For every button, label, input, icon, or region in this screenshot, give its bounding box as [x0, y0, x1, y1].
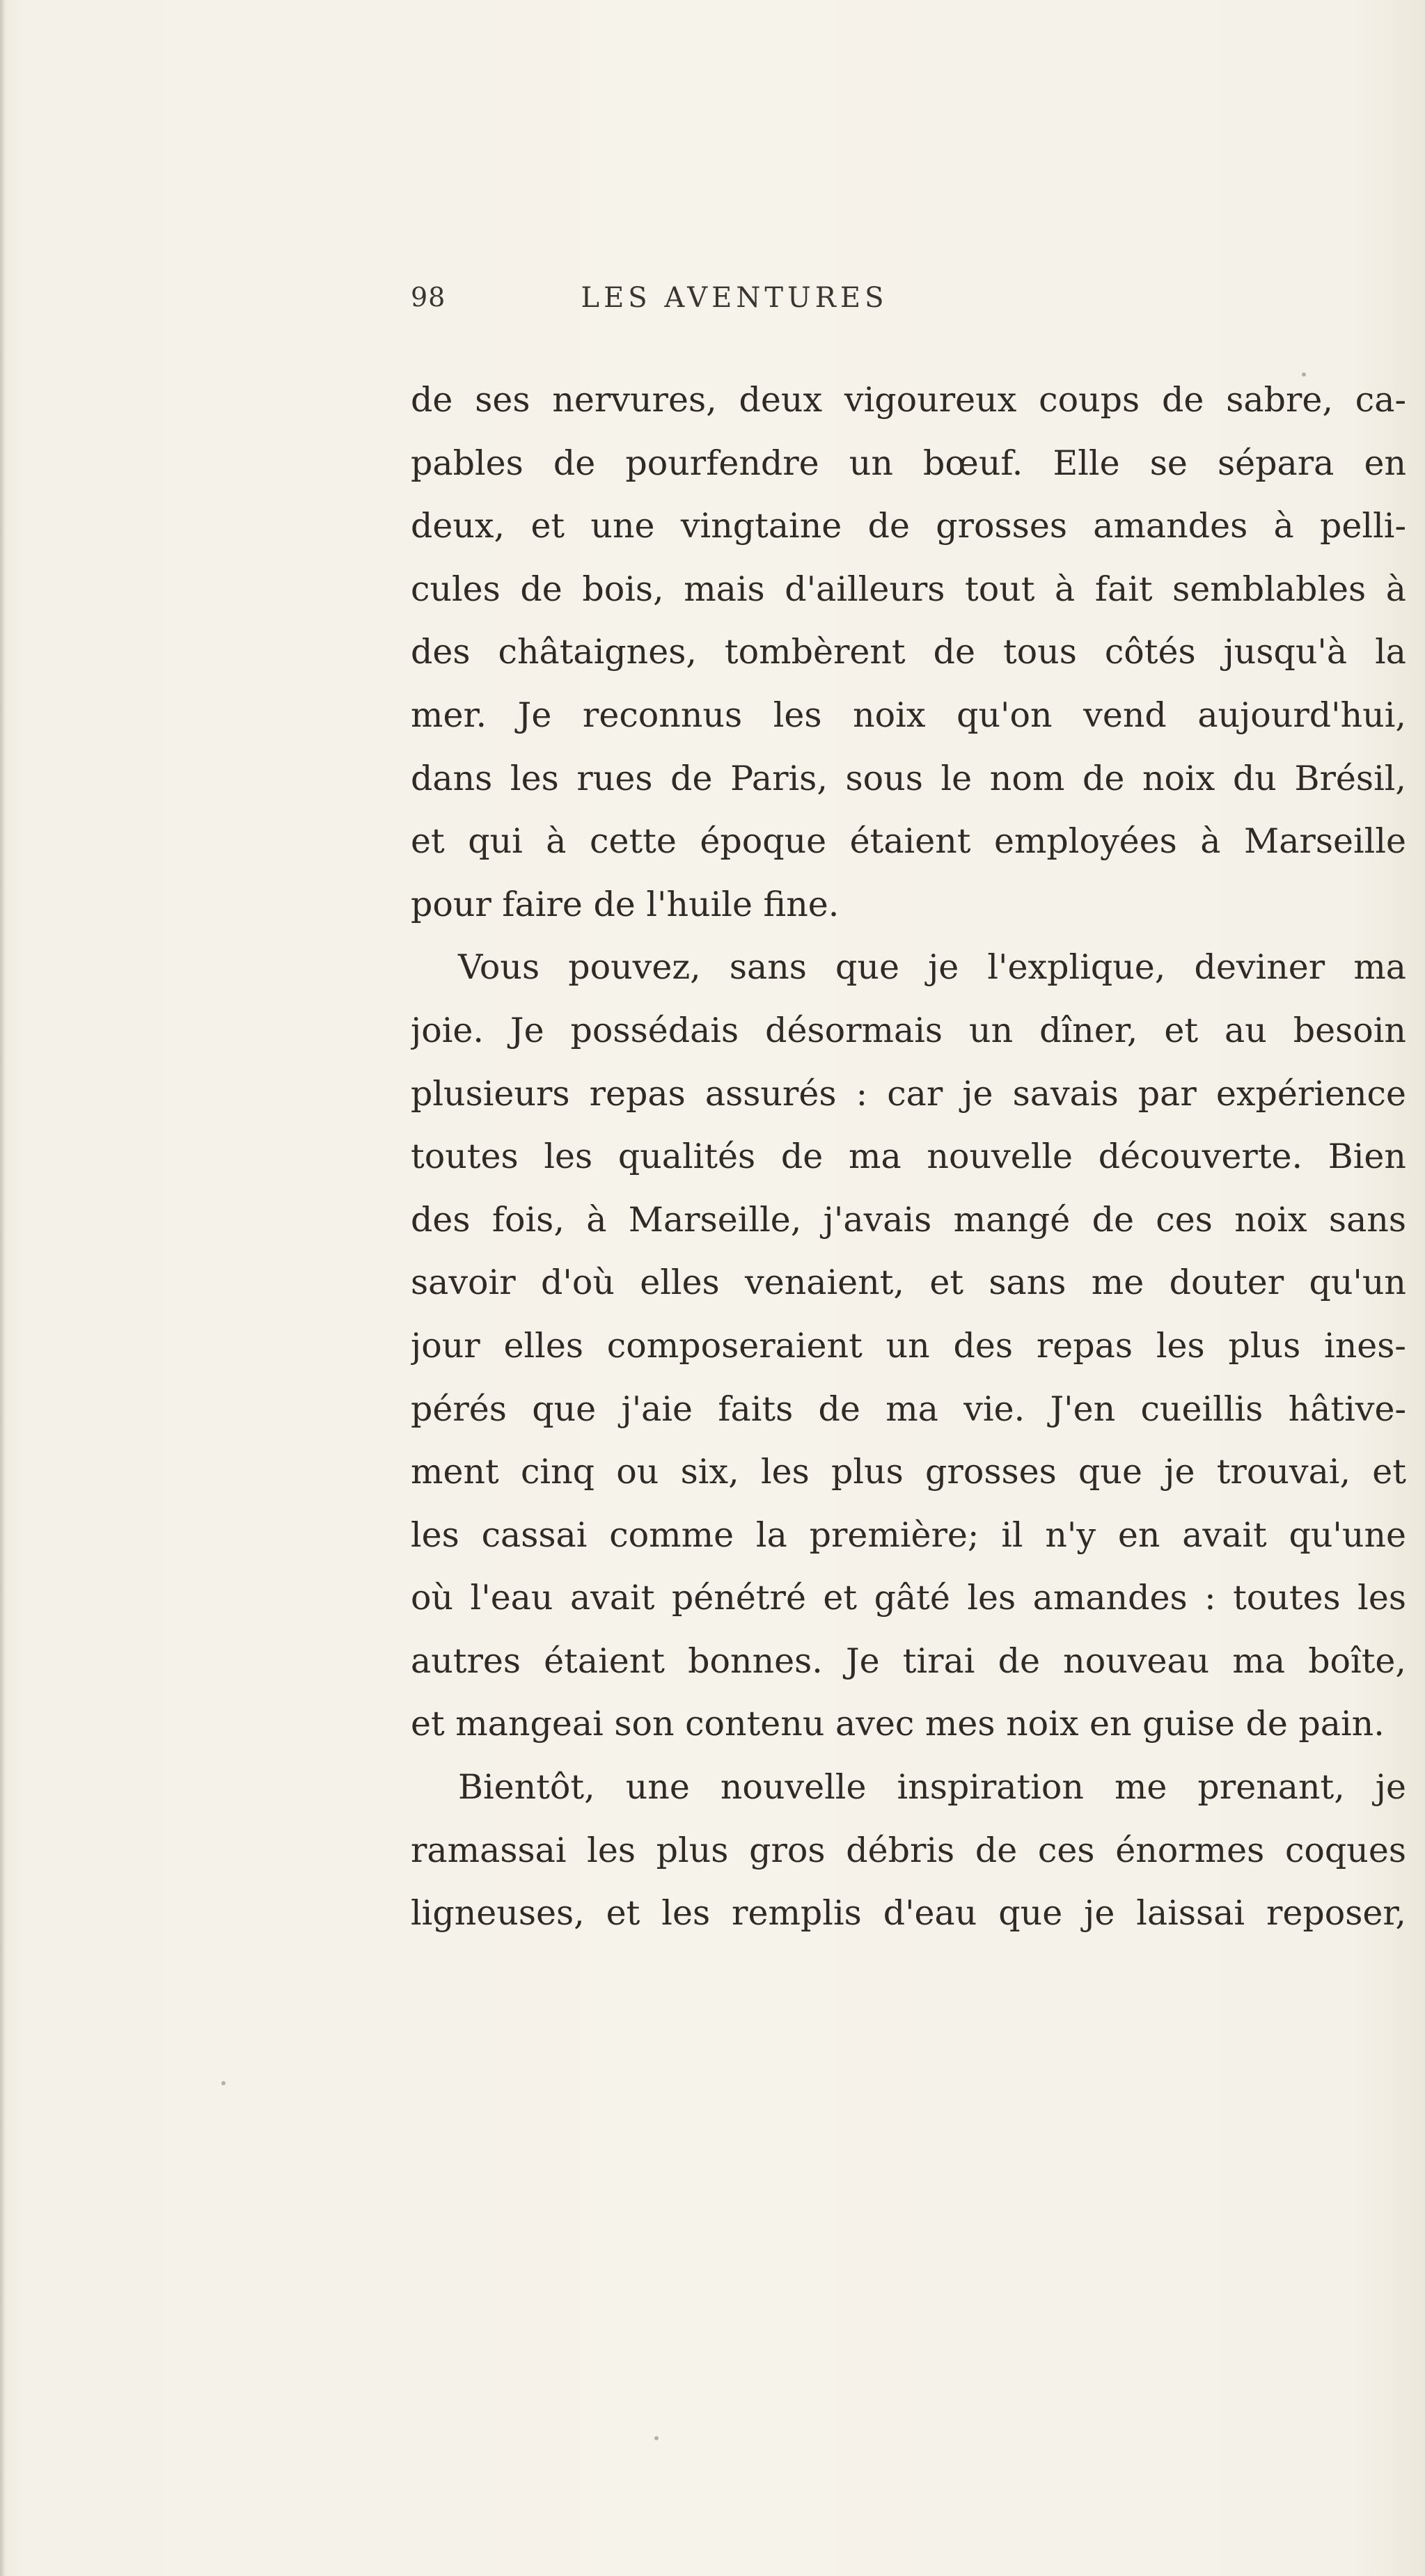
body-text	[411, 369, 1406, 1945]
page-number: 98	[411, 282, 446, 313]
text-line: et mangeai son contenu avec mes noix en guise de pain.	[411, 1704, 1385, 1744]
text-line: Bientôt, une nouvelle inspiration me prenant, je	[458, 1767, 1406, 1808]
text-line: ment cinq ou six, les plus grosses que je trouvai, et	[411, 1452, 1406, 1492]
text-line: plusieurs repas assurés : car je savais par expérience	[411, 1073, 1406, 1114]
text-line: Vous pouvez, sans que je l'explique, deviner ma	[458, 947, 1406, 988]
page-edge-shadow	[0, 0, 6, 2576]
text-line: ligneuses, et les remplis d'eau que je laissai reposer,	[411, 1893, 1406, 1934]
text-line: jour elles composeraient un des repas les plus ines-	[411, 1325, 1406, 1366]
text-line: dans les rues de Paris, sous le nom de noix du Brésil,	[411, 758, 1406, 798]
text-line: où l'eau avait pénétré et gâté les amandes : toutes les	[411, 1578, 1406, 1618]
text-line: autres étaient bonnes. Je tirai de nouveau ma boîte,	[411, 1641, 1406, 1681]
paper-speck	[1302, 372, 1306, 377]
text-line: joie. Je possédais désormais un dîner, et au besoin	[411, 1010, 1406, 1050]
text-line: pour faire de l'huile fine.	[411, 884, 840, 924]
paper-speck	[221, 2081, 226, 2085]
running-title: LES AVENTURES	[581, 282, 888, 314]
text-line: des fois, à Marseille, j'avais mangé de ces noix sans	[411, 1199, 1406, 1240]
text-line: et qui à cette époque étaient employées à Marseille	[411, 821, 1406, 862]
text-line: cules de bois, mais d'ailleurs tout à fait semblables à	[411, 569, 1406, 609]
text-line: toutes les qualités de ma nouvelle découverte. Bien	[411, 1137, 1406, 1177]
page-header	[411, 282, 1058, 331]
text-line: mer. Je reconnus les noix qu'on vend aujourd'hui,	[411, 695, 1406, 735]
text-line: les cassai comme la première; il n'y en avait qu'une	[411, 1515, 1406, 1555]
text-line: ramassai les plus gros débris de ces énormes coques	[411, 1830, 1406, 1870]
text-line: pérés que j'aie faits de ma vie. J'en cueillis hâtive-	[411, 1389, 1406, 1429]
text-line: pables de pourfendre un bœuf. Elle se sépara en	[411, 443, 1406, 483]
text-line: de ses nervures, deux vigoureux coups de sabre, ca-	[411, 380, 1406, 420]
text-line: savoir d'où elles venaient, et sans me douter qu'un	[411, 1263, 1406, 1303]
text-line: des châtaignes, tombèrent de tous côtés jusqu'à la	[411, 632, 1406, 672]
paper-speck	[654, 2436, 659, 2440]
text-line: deux, et une vingtaine de grosses amandes à pelli-	[411, 506, 1406, 546]
